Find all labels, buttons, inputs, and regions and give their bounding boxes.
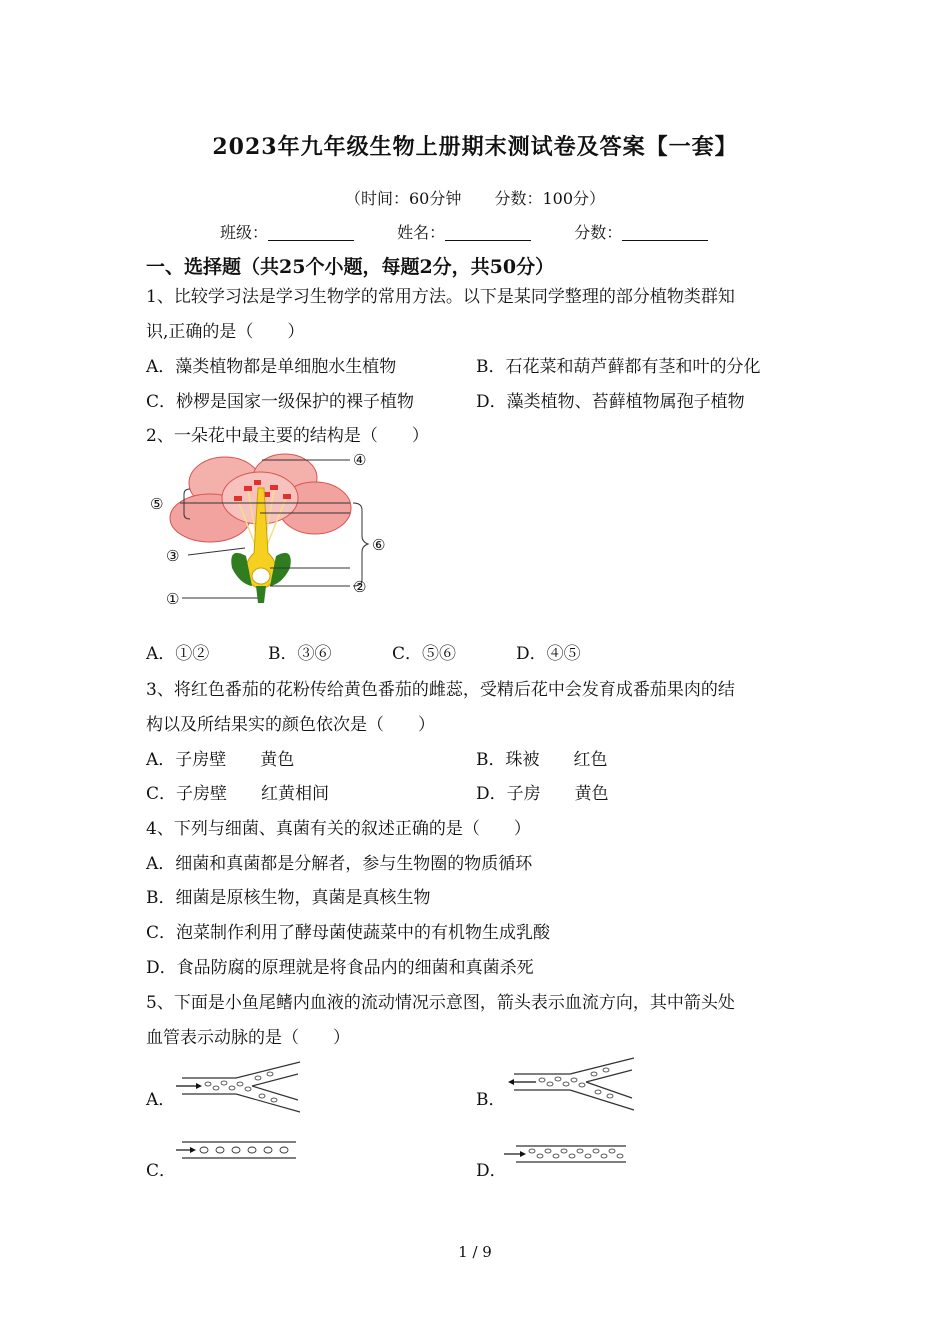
label-2: ②	[353, 578, 367, 596]
exam-meta	[0, 186, 950, 209]
score-label: 分数：	[574, 223, 623, 242]
q5-option-a: A．	[146, 1090, 176, 1110]
q2-option-a: A．①②	[146, 644, 210, 664]
vessel-diagram-b	[506, 1056, 638, 1114]
q1-option-c: C．桫椤是国家一级保护的裸子植物	[146, 392, 415, 412]
q5-stem-line1: 5、下面是小鱼尾鳍内血液的流动情况示意图，箭头表示血流方向，其中箭头处	[146, 993, 735, 1013]
q4-option-d: D．食品防腐的原理就是将食品内的细菌和真菌杀死	[146, 958, 534, 978]
q2-option-c: C．⑤⑥	[392, 644, 457, 664]
q3-option-d: D．子房 黄色	[476, 784, 609, 804]
q4-option-a: A．细菌和真菌都是分解者，参与生物圈的物质循环	[146, 854, 533, 874]
label-5: ⑤	[150, 495, 164, 513]
q4-stem: 4、下列与细菌、真菌有关的叙述正确的是（ ）	[146, 819, 531, 839]
q2-stem: 2、一朵花中最主要的结构是（ ）	[146, 426, 429, 446]
q1-stem-line2: 识,正确的是（ ）	[146, 322, 305, 342]
score-blank[interactable]	[622, 224, 708, 241]
q1-option-a: A．藻类植物都是单细胞水生植物	[146, 357, 397, 377]
q1-option-d: D．藻类植物、苔藓植物属孢子植物	[476, 392, 745, 412]
vessel-diagram-d	[502, 1142, 628, 1166]
section-heading: 一、选择题（共25个小题，每题2分，共50分）	[146, 256, 555, 278]
q5-option-d: D．	[476, 1161, 507, 1181]
q1-stem-line1: 1、比较学习法是学习生物学的常用方法。以下是某同学整理的部分植物类群知	[146, 287, 735, 307]
class-label: 班级：	[220, 223, 269, 242]
name-label: 姓名：	[397, 223, 446, 242]
label-1: ①	[166, 590, 180, 608]
vessel-diagram-c	[174, 1138, 300, 1164]
student-info	[220, 220, 746, 243]
q3-stem-line2: 构以及所结果实的颜色依次是（ ）	[146, 715, 435, 735]
page-number: 1 / 9	[458, 1243, 492, 1261]
q3-stem-line1: 3、将红色番茄的花粉传给黄色番茄的雌蕊，受精后花中会发育成番茄果肉的结	[146, 680, 735, 700]
q2-option-b: B．③⑥	[268, 644, 332, 664]
label-6: ⑥	[372, 536, 386, 554]
q4-option-b: B．细菌是原核生物，真菌是真核生物	[146, 888, 431, 908]
q3-option-a: A．子房壁 黄色	[146, 750, 295, 770]
flower-diagram	[150, 448, 410, 610]
q5-stem-line2: 血管表示动脉的是（ ）	[146, 1028, 350, 1048]
q5-option-b: B．	[476, 1090, 506, 1110]
page-title: 2023年九年级生物上册期末测试卷及答案【一套】	[212, 134, 738, 160]
class-blank[interactable]	[268, 224, 354, 241]
name-blank[interactable]	[445, 224, 531, 241]
q1-option-b: B．石花菜和葫芦藓都有茎和叶的分化	[476, 357, 761, 377]
label-3: ③	[166, 547, 180, 565]
q2-option-d: D．④⑤	[516, 644, 581, 664]
score-text: 分数：100分）	[494, 189, 605, 208]
q3-option-b: B．珠被 红色	[476, 750, 608, 770]
label-4: ④	[353, 451, 367, 469]
q5-option-c: C．	[146, 1161, 177, 1181]
q4-option-c: C．泡菜制作利用了酵母菌使蔬菜中的有机物生成乳酸	[146, 923, 551, 943]
q3-option-c: C．子房壁 红黄相间	[146, 784, 330, 804]
vessel-diagram-a	[174, 1060, 304, 1116]
time-text: （时间：60分钟	[344, 189, 462, 208]
